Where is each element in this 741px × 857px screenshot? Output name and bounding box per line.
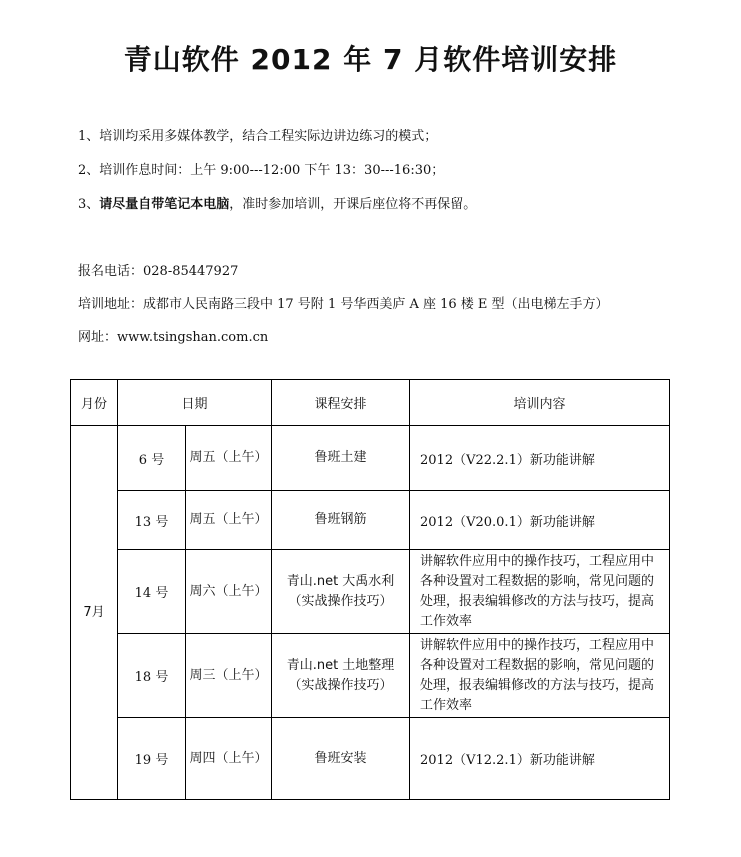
table-row	[71, 550, 670, 634]
course-subtitle: （实战操作技巧）	[288, 593, 393, 609]
table-row	[71, 491, 670, 550]
note-number: 3、	[78, 197, 100, 212]
table-header-row	[71, 380, 670, 426]
table-row	[71, 718, 670, 800]
course-cell	[272, 718, 410, 800]
contact-address: 培训地址：成都市人民南路三段中 17 号附 1 号华西美庐 A 座 16 楼 E 型（出电梯左手方）	[78, 297, 609, 312]
weekday-cell: 周三（上午）	[186, 634, 272, 718]
note-1	[78, 125, 437, 144]
weekday-cell: 周五（上午）	[186, 426, 272, 491]
day-cell: 19 号	[118, 718, 186, 800]
day-cell: 6 号	[118, 426, 186, 491]
note-text: 培训均采用多媒体教学，结合工程实际边讲边练习的模式；	[99, 129, 438, 144]
schedule-table	[70, 379, 670, 800]
note-2	[78, 159, 444, 178]
header-month: 月份	[71, 380, 118, 426]
note-bold-text: 请尽量自带笔记本电脑	[99, 197, 230, 212]
day-cell: 18 号	[118, 634, 186, 718]
month-cell: 7月	[71, 426, 118, 800]
note-tail-text: ，准时参加培训，开课后座位将不再保留。	[229, 197, 477, 212]
note-number: 2、	[78, 163, 100, 178]
table-row	[71, 634, 670, 718]
page-title: 青山软件 2012 年 7 月软件培训安排	[123, 43, 618, 76]
day-cell: 13 号	[118, 491, 186, 550]
course-cell	[272, 491, 410, 550]
contact-phone: 报名电话：028-85447927	[78, 264, 239, 279]
course-name: 青山.net 大禹水利	[286, 573, 395, 589]
course-name: 鲁班钢筋	[314, 512, 367, 527]
note-text: 培训作息时间：上午 9:00---12:00 下午 13：30---16:30；	[99, 163, 445, 178]
course-subtitle: （实战操作技巧）	[288, 677, 393, 693]
table-row	[71, 426, 670, 491]
note-3	[78, 193, 476, 212]
course-name: 青山.net 土地整理	[286, 657, 395, 673]
weekday-cell: 周六（上午）	[186, 550, 272, 634]
weekday-cell: 周五（上午）	[186, 491, 272, 550]
note-number: 1、	[78, 129, 100, 144]
day-cell: 14 号	[118, 550, 186, 634]
content-cell: 讲解软件应用中的操作技巧，工程应用中各种设置对工程数据的影响，常见问题的处理，报表编辑修改的方法与技巧，提高工作效率	[410, 550, 670, 634]
course-name: 鲁班土建	[314, 450, 367, 465]
course-cell	[272, 426, 410, 491]
weekday-cell: 周四（上午）	[186, 718, 272, 800]
course-cell	[272, 634, 410, 718]
course-cell	[272, 550, 410, 634]
header-date: 日期	[118, 380, 272, 426]
header-course: 课程安排	[272, 380, 410, 426]
content-cell: 2012（V22.2.1）新功能讲解	[410, 426, 670, 491]
header-content: 培训内容	[410, 380, 670, 426]
contact-website: 网址：www.tsingshan.com.cn	[78, 330, 269, 345]
course-name: 鲁班安装	[314, 750, 367, 766]
content-cell: 2012（V20.0.1）新功能讲解	[410, 491, 670, 550]
content-cell: 讲解软件应用中的操作技巧，工程应用中各种设置对工程数据的影响，常见问题的处理，报表编辑修改的方法与技巧，提高工作效率	[410, 634, 670, 718]
content-cell: 2012（V12.2.1）新功能讲解	[410, 718, 670, 800]
